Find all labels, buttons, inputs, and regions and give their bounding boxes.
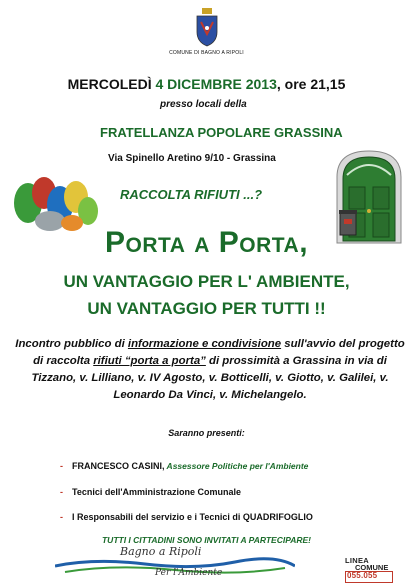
presenter-name: FRANCESCO CASINI, xyxy=(72,461,165,471)
list-dash: - xyxy=(60,512,63,522)
venue-name: FRATELLANZA POPOLARE GRASSINA xyxy=(100,125,343,140)
slogan-line-2: UN VANTAGGIO PER TUTTI !! xyxy=(87,299,326,318)
presenter-role: Assessore Politiche per l'Ambiente xyxy=(164,461,309,471)
list-dash: - xyxy=(60,487,63,497)
desc-underline-2: rifiuti “porta a porta” xyxy=(93,355,206,367)
presso-text: presso locali della xyxy=(160,99,247,110)
raccolta-heading: RACCOLTA RIFIUTI ...? xyxy=(120,187,263,202)
desc-underline-1: informazione e condivisione xyxy=(127,338,282,350)
list-dash: - xyxy=(60,461,63,471)
bagno-a-ripoli-logo xyxy=(55,544,295,582)
desc-part-1: Incontro pubblico di xyxy=(15,338,128,350)
event-date xyxy=(0,76,413,92)
event-day: MERCOLEDÌ xyxy=(67,76,152,92)
slogan-line-1: UN VANTAGGIO PER L' AMBIENTE, xyxy=(63,272,350,291)
logo-line-1: Bagno a Ripoli xyxy=(120,545,202,558)
list-item xyxy=(60,487,241,497)
municipal-crest-icon xyxy=(195,8,219,48)
invitation-text: TUTTI I CITTADINI SONO INVITATI A PARTECIPARE! xyxy=(101,535,312,545)
description-paragraph xyxy=(15,336,405,404)
linea-label: LINEA xyxy=(345,556,369,565)
presenter-name: Tecnici dell'Amministrazione Comunale xyxy=(72,487,242,497)
list-item xyxy=(60,461,308,471)
comune-badge-label: COMUNE xyxy=(355,563,389,572)
logo-line-2: Per l'Ambiente xyxy=(155,568,223,578)
presenter-name: I Responsabili del servizio e i Tecnici di QUADRIFOGLIO xyxy=(72,512,313,522)
event-date-value: 4 DICEMBRE 2013 xyxy=(155,76,277,92)
garbage-bags-icon xyxy=(10,163,100,233)
desc-part-2: sull'avvio del progetto di raccolta xyxy=(33,338,405,367)
list-item xyxy=(60,512,313,522)
desc-part-3: di prossimità a Grassina in via di Tizzano, v. Lilliano, v. IV Agosto, v. Botticelli, v. Giotto, v. Galilei, v. Leonardo Da Vinci, v. Michelangelo. xyxy=(31,355,389,401)
comune-label: COMUNE DI BAGNO A RIPOLI xyxy=(169,50,244,56)
presenti-intro: Saranno presenti: xyxy=(168,428,245,438)
main-title: Porta a Porta, xyxy=(104,226,309,259)
linea-comune-badge xyxy=(345,556,395,582)
venue-address: Via Spinello Aretino 9/10 - Grassina xyxy=(108,153,276,164)
phone-number: 055.055 xyxy=(347,571,378,580)
event-time: , ore 21,15 xyxy=(276,76,346,92)
